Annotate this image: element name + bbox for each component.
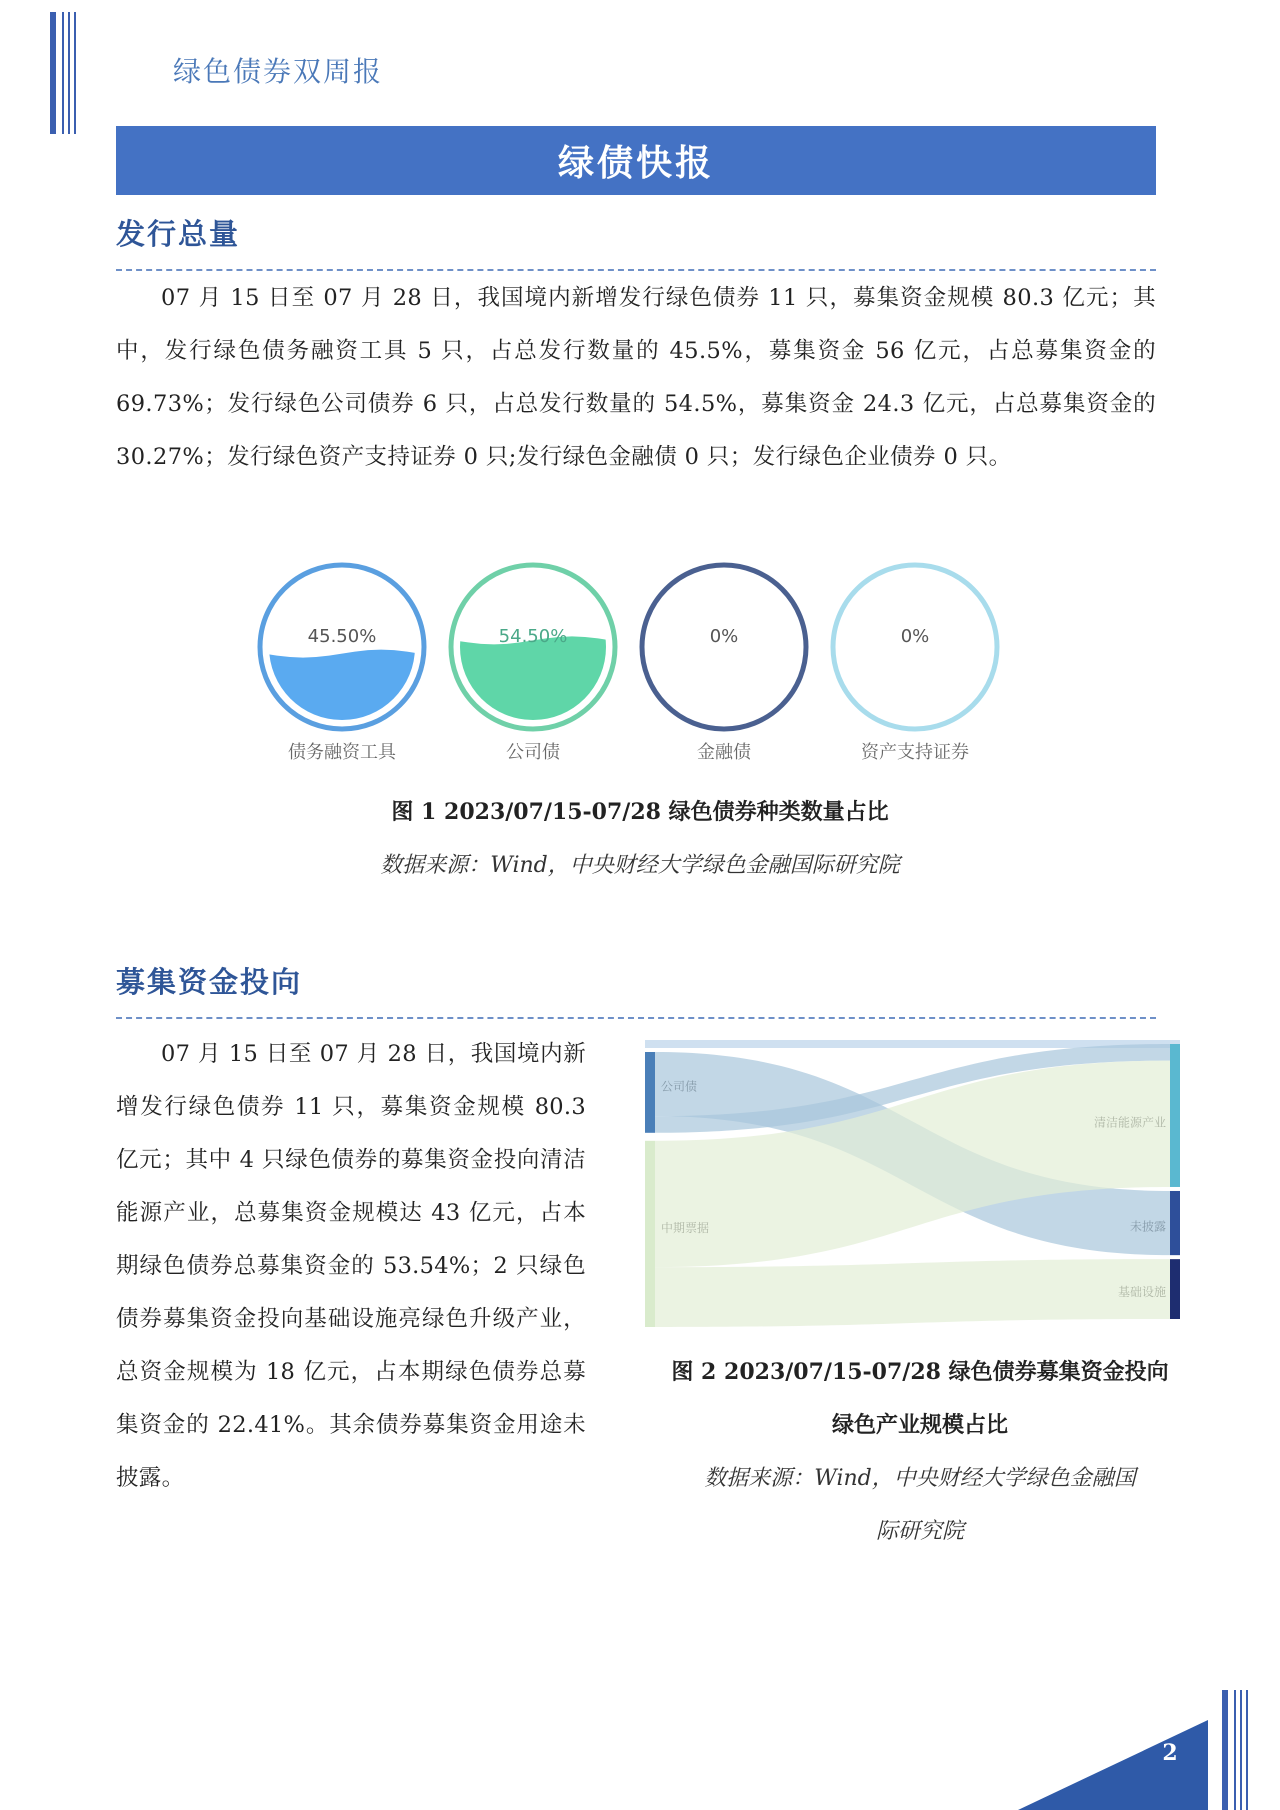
gauge-value: 54.50% [498, 626, 568, 647]
sankey-target-node [1170, 1191, 1180, 1255]
gauge [833, 565, 997, 763]
gauge-ring [642, 565, 806, 729]
sankey-source-node [645, 1141, 655, 1327]
gauge-value: 0% [709, 626, 739, 647]
section-divider [116, 1017, 1156, 1019]
gauge [642, 565, 806, 763]
banner-title: 绿债快报 [557, 143, 714, 184]
use-of-proceeds-sankey [645, 1040, 1180, 1340]
sankey-target-node [1170, 1044, 1180, 1187]
figure2-source-line2: 际研究院 [875, 1519, 964, 1544]
figure2-source-line1: 数据来源：Wind，中央财经大学绿色金融国 [704, 1466, 1136, 1491]
gauge-label: 公司债 [506, 742, 560, 763]
section-divider [116, 269, 1156, 271]
gauge [260, 565, 424, 763]
gauge-fill [455, 636, 611, 725]
sankey-source-node [645, 1052, 655, 1133]
use-of-proceeds-paragraph [116, 1028, 586, 1505]
sankey-target-node [1170, 1259, 1180, 1319]
gauge-label: 债务融资工具 [288, 742, 396, 763]
decorative-bars-bottom [1222, 1690, 1252, 1810]
bond-type-share-gauges [240, 555, 1040, 785]
decorative-bars-top [50, 12, 80, 134]
gauge-label: 资产支持证券 [861, 742, 969, 763]
gauge-label: 金融债 [697, 742, 751, 763]
gauge-value: 0% [900, 626, 930, 647]
gauge-ring [833, 565, 997, 729]
figure1-source: 数据来源：Wind，中央财经大学绿色金融国际研究院 [380, 853, 900, 878]
issuance-text: 07 月 15 日至 07 月 28 日，我国境内新增发行绿色债券 11 只，募集资金规模 80.3 亿元；其中，发行绿色债务融资工具 5 只，占总发行数量的 45.5%，募集资金 56 亿元，占总募集资金的 69.73%；发行绿色公司债券 6 只，占总发行数量的 54.5%，募集资金 24.3 亿元，占总募集资金的 30.27%；发行绿色资产支持证券 0 只;发行绿色金融债 0 只；发行绿色企业债券 0 只。 [116, 285, 1156, 470]
gauge-value: 45.50% [307, 626, 377, 647]
gauge [451, 565, 615, 763]
figure2-caption [660, 1346, 1180, 1452]
gauge-fill [264, 650, 420, 725]
section-title-use-of-proceeds: 募集资金投向 [116, 965, 303, 999]
section-title-issuance: 发行总量 [116, 217, 241, 251]
page-number: 2 [1162, 1740, 1178, 1766]
section-banner [116, 126, 1156, 195]
figure2-source [680, 1452, 1160, 1558]
report-header-title: 绿色债券双周报 [173, 55, 384, 88]
figure1-caption: 图 1 2023/07/15-07/28 绿色债券种类数量占比 [391, 799, 889, 825]
use-of-proceeds-text: 07 月 15 日至 07 月 28 日，我国境内新增发行绿色债券 11 只，募集资金规模 80.3 亿元；其中 4 只绿色债券的募集资金投向清洁能源产业，总募集资金规模达 43 亿元，占本期绿色债券总募集资金的 53.54%；2 只绿色债券募集资金投向基础设施亮绿色升级产业，总资金规模为 18 亿元，占本期绿色债券总募集资金的 22.41%。其余债券募集资金用途未披露。 [116, 1041, 586, 1491]
sankey-link [655, 1259, 1170, 1327]
figure2-caption-line2: 绿色产业规模占比 [831, 1412, 1008, 1438]
figure2-caption-line1: 图 2 2023/07/15-07/28 绿色债券募集资金投向 [671, 1359, 1169, 1385]
issuance-paragraph [116, 272, 1156, 484]
